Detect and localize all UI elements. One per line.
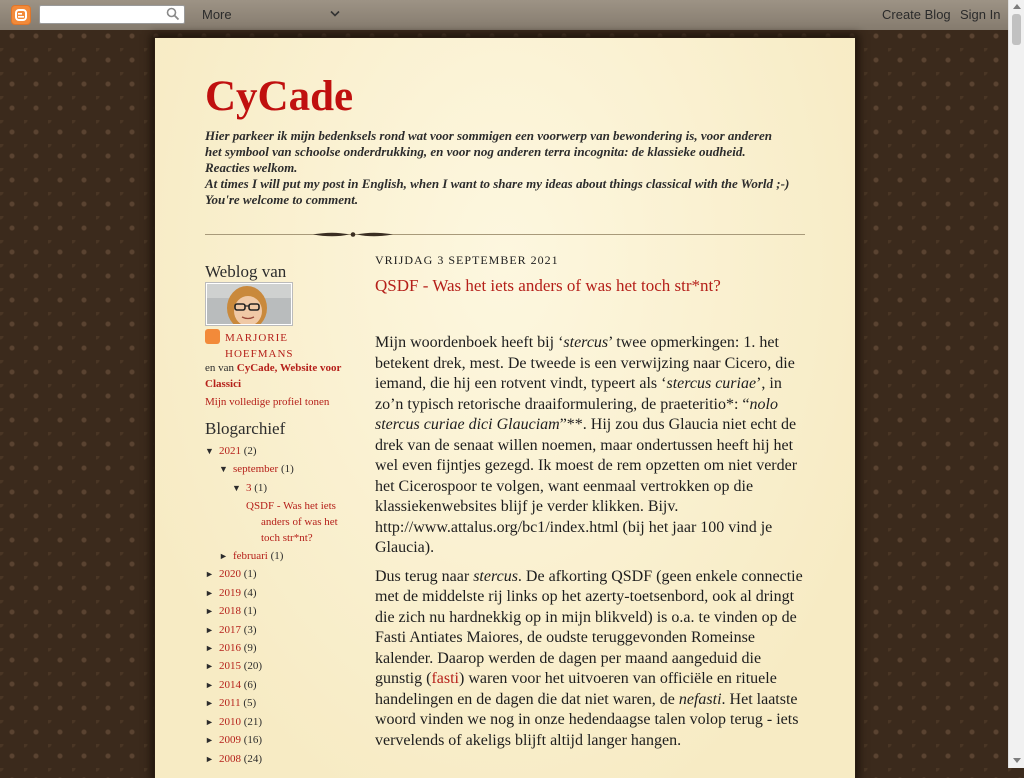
archive-toggle-icon[interactable]: ►: [205, 569, 214, 579]
archive-year-link[interactable]: 2021: [219, 445, 241, 457]
scroll-down-arrow-icon[interactable]: [1013, 758, 1021, 763]
archive-heading: Blogarchief: [205, 419, 286, 438]
archive-count: (1): [243, 605, 257, 617]
blog-description-line: At times I will put my post in English, when I want to share my ideas about things classical with the World ;-): [205, 176, 790, 191]
archive-item: [205, 733, 262, 747]
post-text-italic: nolo stercus curiae dici Glauciam: [375, 395, 778, 433]
blogger-logo-icon[interactable]: [11, 5, 31, 25]
post-text-italic: stercus: [563, 334, 609, 351]
archive-count: (1): [270, 550, 284, 562]
archive-toggle-icon[interactable]: ►: [205, 661, 214, 671]
archive-year-link[interactable]: 2016: [219, 642, 241, 654]
archive-item: [205, 444, 257, 458]
archive-year-link[interactable]: 2009: [219, 734, 241, 746]
blogger-navbar: [0, 0, 1008, 30]
archive-toggle-icon[interactable]: ▼: [219, 464, 228, 474]
archive-item: [205, 696, 256, 710]
scroll-up-arrow-icon[interactable]: [1013, 4, 1021, 9]
archive-year-link[interactable]: 2015: [219, 660, 241, 672]
profile-name-line: MARJORIE: [225, 332, 289, 344]
blog-description-line: You're welcome to comment.: [205, 192, 359, 207]
blog-description-line: Hier parkeer ik mijn bedenksels rond wat voor sommigen een voorwerp van bewondering is, voor anderen: [205, 128, 772, 143]
archive-year-link[interactable]: 2011: [219, 697, 241, 709]
more-menu-label[interactable]: More: [202, 7, 232, 22]
archive-toggle-icon[interactable]: ►: [205, 698, 214, 708]
search-input[interactable]: [39, 5, 185, 24]
archive-toggle-icon[interactable]: ►: [205, 735, 214, 745]
post-text-italic: stercus curiae: [666, 375, 757, 392]
archive-toggle-icon[interactable]: ►: [205, 717, 214, 727]
archive-toggle-icon[interactable]: ►: [205, 606, 214, 616]
archive-year-link[interactable]: 2010: [219, 716, 241, 728]
archive-month-link[interactable]: februari: [233, 550, 268, 562]
full-profile-link[interactable]: Mijn volledige profiel tonen: [205, 396, 330, 408]
post-text: . De afkorting QSDF (geen enkele connectie met de middelste rij links op het azerty-toetsenbord, ook al dringt die zich nu hardnekkig op in mijn blikveld) is o.a. te vinden op de Fasti Antiates Maiores, de oudste teruggevonden Romeinse kalender. Daarop werden de dagen per maand aangeduid die gunstig (: [375, 567, 803, 687]
post-text: Dus terug naar: [375, 567, 474, 585]
cycade-website-link[interactable]: CyCade, Website voor Classici: [205, 362, 342, 390]
archive-day-link[interactable]: 3: [246, 482, 252, 494]
archive-count: (1): [280, 463, 294, 475]
blogger-profile-icon: [205, 329, 220, 344]
sign-in-link[interactable]: Sign In: [960, 7, 1001, 22]
archive-toggle-icon[interactable]: ►: [219, 551, 228, 561]
search-icon[interactable]: [166, 7, 180, 21]
archive-item: [205, 604, 257, 618]
post-text: ’ twee opmerkingen: 1. het betekent drek, mest. De tweede is een verwijzing naar Cicero, die iemand, die hij een rotvent vindt, typeert als ‘: [375, 334, 795, 392]
archive-item: [232, 481, 267, 495]
archive-toggle-icon[interactable]: ►: [205, 754, 214, 764]
archive-post-line: QSDF - Was het iets: [246, 500, 336, 512]
profile-name-line: HOEFMANS: [225, 348, 294, 360]
archive-count: (16): [243, 734, 263, 746]
archive-item: [205, 641, 257, 655]
post-text-italic: nefasti: [678, 690, 722, 708]
scrollbar-thumb[interactable]: [1012, 14, 1021, 45]
archive-item: [205, 678, 257, 692]
archive-post-link[interactable]: [246, 498, 346, 546]
archive-item: [205, 586, 257, 600]
header-divider: [205, 234, 805, 235]
post-text: ) waren voor het uitvoeren van officiële en rituele handelingen en de dagen die dat niet waren, de: [375, 670, 777, 708]
blog-description-line: het symbool van schoolse onderdrukking, en voor nog anderen terra incognita: de klassieke oudheid.: [205, 144, 746, 159]
post-text: ’, in zo’n typisch retorische draaiformulering, de praeteritio*: “: [375, 375, 782, 413]
archive-year-link[interactable]: 2017: [219, 624, 241, 636]
profile-also-prefix: en van: [205, 362, 237, 374]
post-date-header: VRIJDAG 3 SEPTEMBER 2021: [375, 253, 559, 267]
archive-item: [219, 462, 294, 476]
blog-page: [155, 38, 855, 778]
archive-toggle-icon[interactable]: ▼: [232, 483, 241, 493]
archive-year-link[interactable]: 2020: [219, 568, 241, 580]
archive-item: [205, 567, 257, 581]
archive-toggle-icon[interactable]: ►: [205, 680, 214, 690]
archive-count: (24): [243, 753, 263, 765]
avatar[interactable]: [205, 282, 293, 326]
post-paragraph: [375, 333, 805, 559]
post-paragraph: [375, 567, 805, 752]
archive-count: (1): [243, 568, 257, 580]
create-blog-link[interactable]: Create Blog: [882, 7, 951, 22]
archive-count: (3): [243, 624, 257, 636]
archive-count: (5): [243, 697, 257, 709]
archive-item: [205, 752, 262, 766]
vertical-scrollbar[interactable]: [1008, 0, 1024, 768]
archive-count: (4): [243, 587, 257, 599]
divider-ornament-icon: [313, 230, 393, 239]
archive-toggle-icon[interactable]: ►: [205, 625, 214, 635]
archive-year-link[interactable]: 2014: [219, 679, 241, 691]
profile-heading: Weblog van: [205, 262, 287, 281]
post-text-italic: stercus: [473, 567, 518, 585]
profile-also-text: [205, 360, 355, 392]
archive-item: [205, 715, 262, 729]
archive-year-link[interactable]: 2018: [219, 605, 241, 617]
archive-year-link[interactable]: 2019: [219, 587, 241, 599]
archive-count: (6): [243, 679, 257, 691]
archive-count: (9): [243, 642, 257, 654]
fasti-link[interactable]: fasti: [431, 670, 459, 687]
archive-count: (1): [254, 482, 268, 494]
profile-name-link[interactable]: [225, 330, 325, 362]
archive-count: (20): [243, 660, 263, 672]
post-title[interactable]: QSDF - Was het iets anders of was het toch str*nt?: [375, 276, 721, 295]
post-body: [375, 333, 805, 759]
archive-count: (2): [243, 445, 257, 457]
blog-description-line: Reacties welkom.: [205, 160, 298, 175]
blog-title[interactable]: CyCade: [205, 73, 354, 120]
archive-year-link[interactable]: 2008: [219, 753, 241, 765]
archive-post-line: toch str*nt?: [261, 532, 313, 544]
archive-toggle-icon[interactable]: ►: [205, 643, 214, 653]
archive-post-line: anders of was het: [261, 516, 338, 528]
post-text: ”**. Hij zou dus Glaucia niet echt de drek van de senaat willen noemen, maar ondertussen heeft hij het wel even fijntjes gezegd. Ik moest de rem opzetten om niet verder het Cicerospoor te volgen, want eenmaal vertrokken op die klassiekenwebsites blijf je verder klikken. Bijv. http://www.attalus.org/bc1/index.html (bij het jaar 100 vind je Glaucia).: [375, 416, 798, 556]
archive-item: [219, 549, 283, 563]
archive-item: [205, 659, 262, 673]
archive-month-link[interactable]: september: [233, 463, 279, 475]
chevron-down-icon[interactable]: [330, 10, 340, 18]
archive-toggle-icon[interactable]: ▼: [205, 446, 214, 456]
archive-item: [205, 623, 257, 637]
blog-description: [205, 128, 805, 208]
archive-count: (21): [243, 716, 263, 728]
archive-toggle-icon[interactable]: ►: [205, 588, 214, 598]
post-text: Mijn woordenboek heeft bij ‘: [375, 334, 564, 351]
post-text: . Het laatste woord vinden we nog in onze hedendaagse talen volop terug - iets vervelends of akeligs blijft altijd langer hangen.: [375, 690, 799, 749]
